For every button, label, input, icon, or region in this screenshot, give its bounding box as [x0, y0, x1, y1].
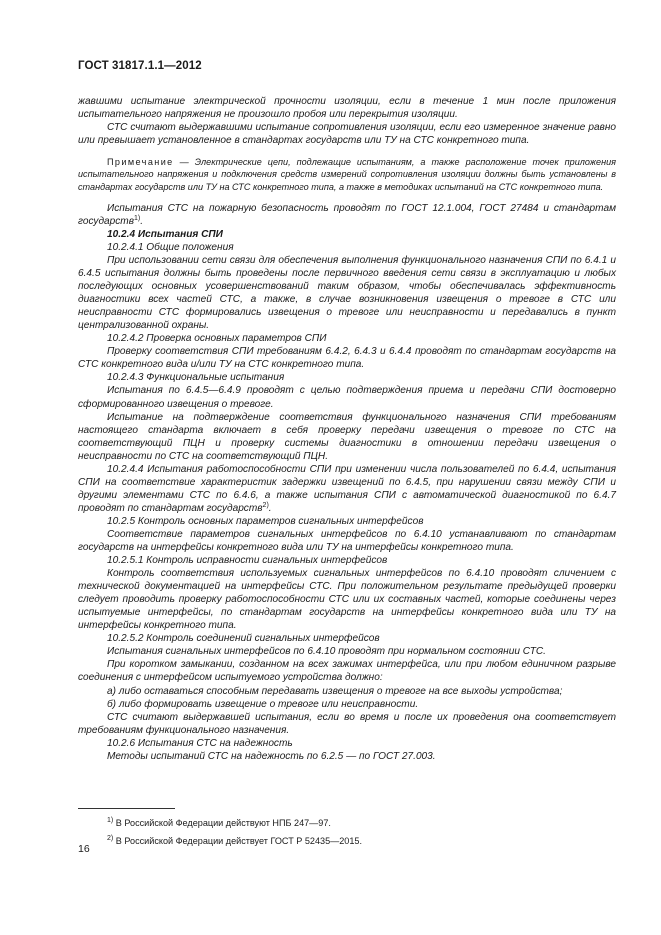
- footnote-mark: 2): [107, 835, 114, 842]
- paragraph: Проверку соответствия СПИ требованиям 6.4.2, 6.4.3 и 6.4.4 проводят по стандартам государств на СТС конкретного вида и/или ТУ на СТС конкретного типа.: [78, 346, 616, 371]
- subsection-heading: 10.2.6 Испытания СТС на надежность: [107, 737, 293, 749]
- subsection-heading: 10.2.5.1 Контроль исправности сигнальных интерфейсов: [107, 555, 388, 567]
- footnote-ref: 2): [262, 501, 269, 509]
- subsection-heading: 10.2.5.2 Контроль соединений сигнальных интерфейсов: [107, 633, 380, 645]
- paragraph: Испытания сигнальных интерфейсов по 6.4.10 проводят при нормальном состоянии СТС.: [107, 646, 546, 658]
- document-header: ГОСТ 31817.1.1—2012: [78, 60, 202, 72]
- paragraph-end: .: [140, 215, 144, 227]
- subsection-heading: 10.2.4.2 Проверка основных параметров СПИ: [107, 333, 327, 345]
- footnote: [78, 814, 616, 832]
- note-text: — Электрические цепи, подлежащие испытаниям, а также расположение точек приложения испытательного напряжения и подключения средств измерений сопротивления изоляции должны быть установлены в стандартах государств или ТУ на СТС конкретного типа, а также в методиках испытаний на СТС конкретного типа.: [78, 157, 616, 192]
- paragraph-text: 10.2.4.4 Испытания работоспособности СПИ при изменении числа пользователей по 6.4.4, испытания СПИ на соответствие характеристик задержки извещений по 6.4.5, при нарушении связи между СПИ и другими элементами СТС по 6.4.6, а также испытания СПИ с автоматической диагностикой по 6.4.7 проводят по стандартам государств: [78, 463, 616, 514]
- footnote-text: В Российской Федерации действует ГОСТ Р 52435—2015.: [113, 836, 363, 846]
- footnote: [78, 832, 616, 850]
- document-body: [78, 95, 616, 763]
- note: [78, 156, 616, 193]
- paragraph-text: Испытания СТС на пожарную безопасность проводят по ГОСТ 12.1.004, ГОСТ 27484 и стандартам государств: [78, 202, 616, 227]
- paragraph: Испытание на подтверждение соответствия функционального назначения СПИ требованиям настоящего стандарта включает в себя проверку передачи извещения о тревоге по СТС на соответствующий ПЦН и проверку системы диагностики в отношении передачи извещения о неисправности по СТС на соответствующий ПЦН.: [78, 411, 616, 462]
- subsection-heading: 10.2.4.1 Общие положения: [107, 241, 234, 253]
- paragraph: СТС считают выдержавшими испытание сопротивления изоляции, если его измеренное значение равно или превышает установленное в стандартах государств или ТУ на СТС конкретного типа.: [78, 122, 616, 147]
- paragraph: Испытания по 6.4.5—6.4.9 проводят с целью подтверждения приема и передачи СПИ достоверно сформированного извещения о тревоге.: [78, 385, 616, 410]
- note-label: Примечание: [107, 157, 174, 168]
- paragraph: [78, 463, 616, 515]
- footnote-ref: 1): [134, 214, 141, 222]
- subsection-heading: 10.2.5 Контроль основных параметров сигнальных интерфейсов: [107, 515, 424, 527]
- list-item: а) либо оставаться способным передавать извещения о тревоге на все выходы устройства;: [107, 685, 563, 697]
- paragraph: [78, 202, 616, 228]
- paragraph: При использовании сети связи для обеспечения выполнения функционального назначения СПИ по 6.4.1 и 6.4.5 испытания должны быть проведены после первичного введения сети связи в эксплуатацию и любых последующих основных усовершенствований таким образом, чтобы обеспечивалась эффективность диагностики всех частей СТС, а также, в случае возникновения извещения о тревоге в СТС или неисправности СТС формировались извещения о тревоге или неисправности и передавались в пункт централизованной охраны.: [78, 254, 616, 332]
- footnote-text: В Российской Федерации действуют НПБ 247—97.: [113, 818, 331, 828]
- subsection-heading: 10.2.4.3 Функциональные испытания: [107, 372, 285, 384]
- paragraph: При коротком замыкании, созданном на всех зажимах интерфейса, или при любом единичном разрыве соединения с интерфейсом испытуемого устройства должно:: [78, 659, 616, 684]
- paragraph: Контроль соответствия используемых сигнальных интерфейсов по 6.4.10 проводят сличением с технической документацией на интерфейсы СТС. При положительном результате предыдущей проверки следует проводить проверку работоспособности СТС или их составных частей, которые соединены через испытуемые интерфейсы, по стандартам государств на интерфейсы конкретного вида или ТУ на интерфейсы конкретного типа.: [78, 568, 616, 632]
- footnotes: [78, 814, 616, 850]
- paragraph: Методы испытаний СТС на надежность по 6.2.5 — по ГОСТ 27.003.: [107, 750, 436, 762]
- list-item: б) либо формировать извещение о тревоге или неисправности.: [107, 698, 419, 710]
- section-heading: 10.2.4 Испытания СПИ: [107, 228, 223, 240]
- footnote-divider: [78, 808, 175, 809]
- footnote-mark: 1): [107, 817, 114, 824]
- paragraph: СТС считают выдержавшей испытания, если во время и после их проведения она соответствует требованиям функционального назначения.: [78, 711, 616, 736]
- paragraph-end: .: [268, 502, 272, 514]
- page-number: 16: [78, 843, 90, 855]
- paragraph: жавшими испытание электрической прочности изоляции, если в течение 1 мин после приложения испытательного напряжения не произошло пробоя или перекрытия изоляции.: [78, 96, 616, 121]
- paragraph: Соответствие параметров сигнальных интерфейсов по 6.4.10 устанавливают по стандартам государств на интерфейсы конкретного вида или ТУ на интерфейсы конкретного типа.: [78, 528, 616, 554]
